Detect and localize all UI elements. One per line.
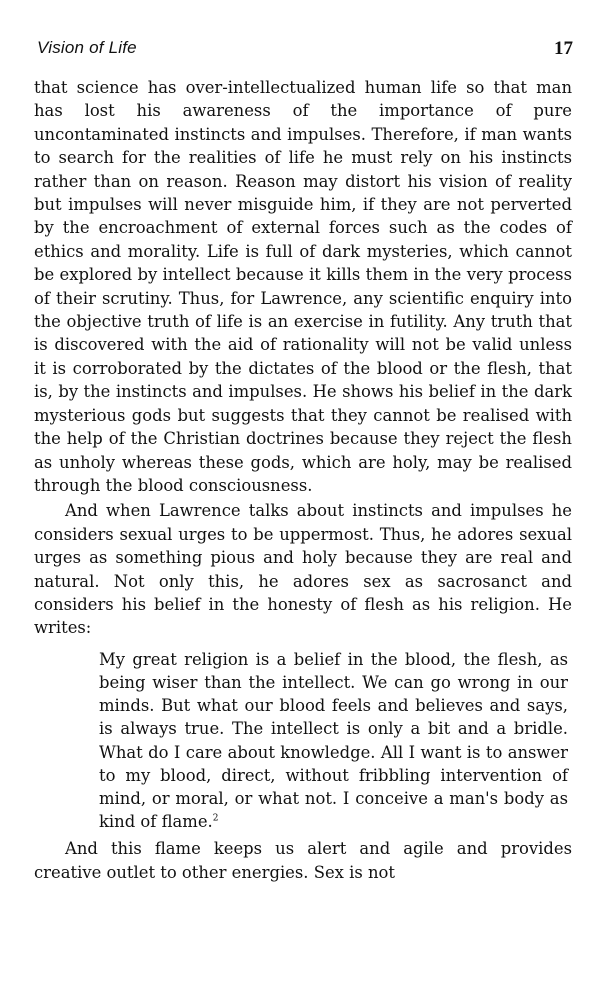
quote-text: My great religion is a belief in the blood, the flesh, as being wiser than the intellect. We can go wrong in our minds. But what our blood feels and believes and says, is always true. The intellect is only a bit and a bridle. What do I care about knowledge. All I want is to answer to my blood, direct, without fribbling intervention of mind, or moral, or what not. I conceive a man's body as kind of flame.	[99, 649, 568, 832]
footnote-marker: 2	[212, 813, 219, 824]
paragraph-lawrence-instincts: And when Lawrence talks about instincts and impulses he considers sexual urges to be uppermost. Thus, he adores sexual urges as something pious and holy because they are real and natural. Not only this, he adores sex as sacrosanct and considers his belief in the honesty of flesh as his religion. He writes:	[34, 501, 572, 638]
running-head: Vision of Life	[37, 38, 137, 57]
page-header	[37, 38, 573, 64]
page-number: 17	[554, 38, 573, 59]
paragraph-continued: that science has over-intellectualized human life so that man has lost his awareness of the importance of pure uncontaminated instincts and impulses. Therefore, if man wants to search for the realities of life he must rely on his instincts rather than on reason. Reason may distort his vision of reality but impulses will never misguide him, if they are not perverted by the encroachment of external forces such as the codes of ethics and morality. Life is full of dark mysteries, which cannot be explored by intellect because it kills them in the very process of their scrutiny. Thus, for Lawrence, any scientific enquiry into the objective truth of life is an exercise in futility. Any truth that is discovered with the aid of rationality will not be valid unless it is corroborated by the dictates of the blood or the flesh, that is, by the instincts and impulses. He shows his belief in the dark mysterious gods but suggests that they cannot be realised with the help of the Christian doctrines because they reject the flesh as unholy whereas these gods, which are holy, may be realised through the blood consciousness.	[34, 78, 572, 495]
paragraph-flame: And this flame keeps us alert and agile and provides creative outlet to other energies. Sex is not	[34, 839, 572, 882]
body-text	[34, 76, 572, 884]
block-quote	[99, 648, 568, 834]
